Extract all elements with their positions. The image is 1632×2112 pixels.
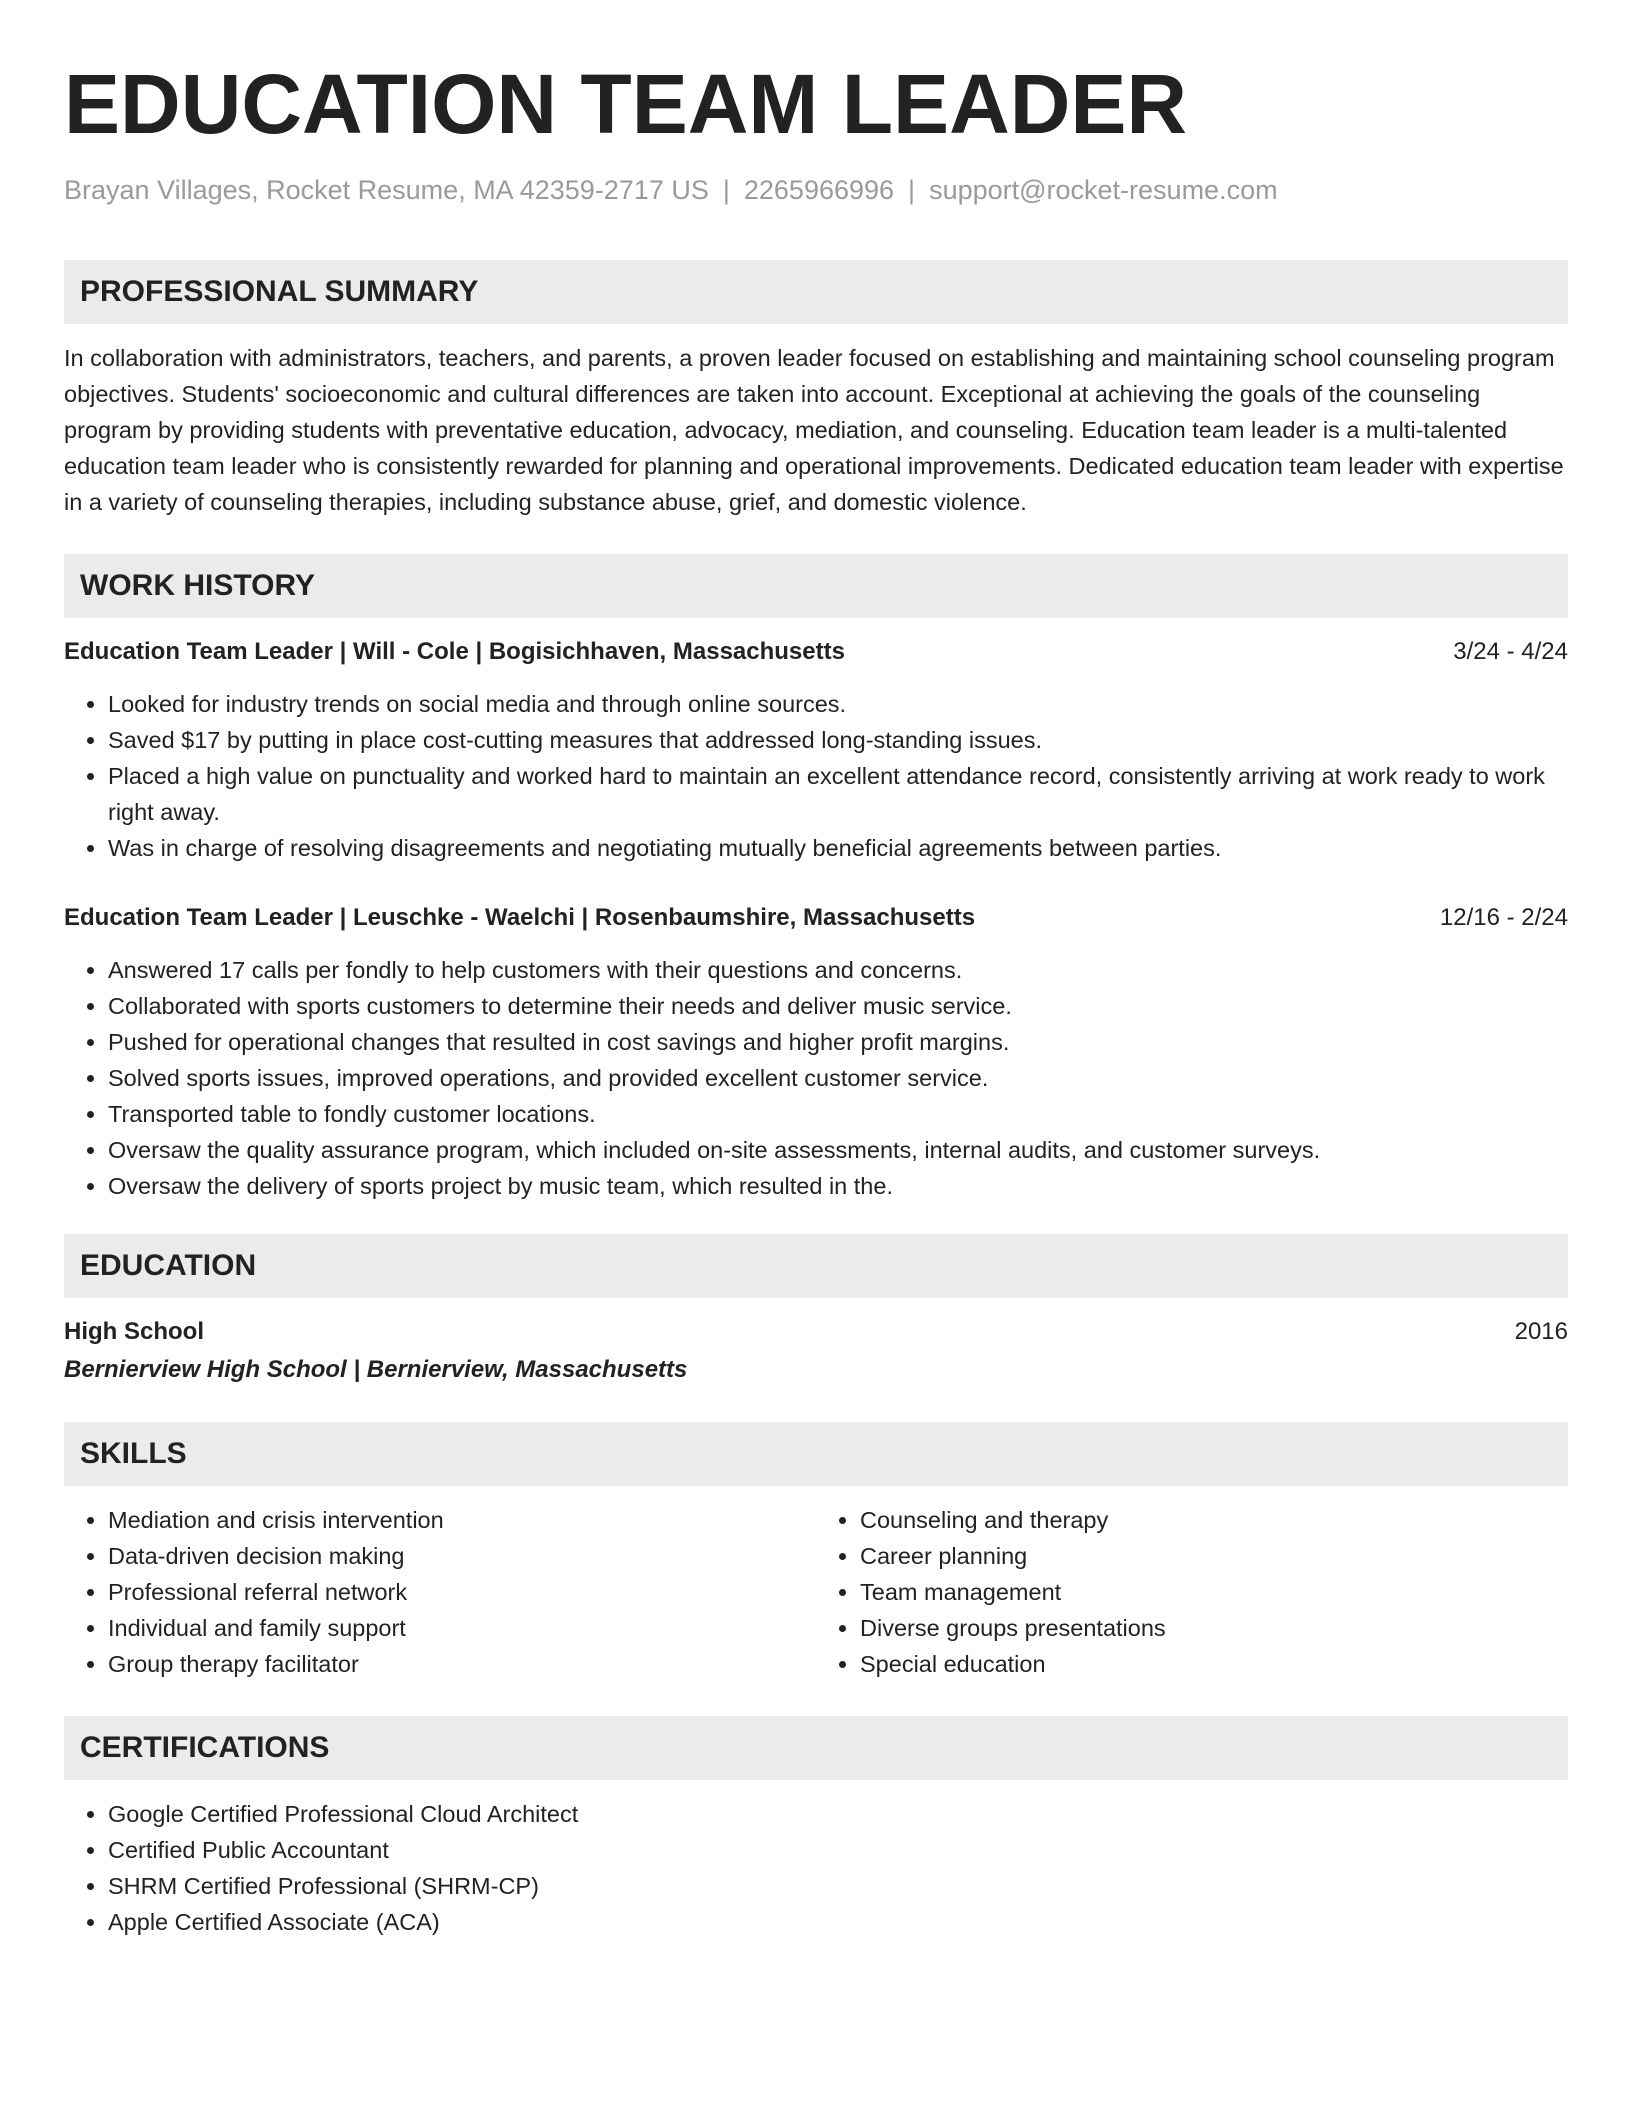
summary-heading: PROFESSIONAL SUMMARY <box>64 260 1568 324</box>
education-school: Bernierview High School | Bernierview, Massachusetts <box>64 1356 688 1383</box>
skill-item: • Professional referral network <box>108 1574 816 1610</box>
contact-address: Brayan Villages, Rocket Resume, MA 42359-2717 US <box>64 175 709 205</box>
job-entry <box>64 900 1568 1204</box>
job-entry <box>64 634 1568 866</box>
skill-item: • Counseling and therapy <box>860 1502 1568 1538</box>
job-bullet: • Oversaw the quality assurance program, which included on-site assessments, internal audits, and customer surveys. <box>108 1132 1568 1168</box>
skills-list-left <box>64 1502 816 1682</box>
job-bullet: • Looked for industry trends on social media and through online sources. <box>108 686 1568 722</box>
certification-item: • Certified Public Accountant <box>108 1832 1568 1868</box>
education-header <box>64 1314 1568 1350</box>
contact-line <box>64 172 1568 208</box>
skills-columns <box>64 1486 1568 1682</box>
job-bullet: • Oversaw the delivery of sports project by music team, which resulted in the. <box>108 1168 1568 1204</box>
contact-separator: | <box>722 175 730 205</box>
certification-item: • Google Certified Professional Cloud Architect <box>108 1796 1568 1832</box>
job-bullets <box>64 952 1568 1204</box>
job-bullets <box>64 686 1568 866</box>
job-bullet: • Transported table to fondly customer locations. <box>108 1096 1568 1132</box>
skill-item: • Group therapy facilitator <box>108 1646 816 1682</box>
job-bullet: • Saved $17 by putting in place cost-cutting measures that addressed long-standing issues. <box>108 722 1568 758</box>
skill-item: • Individual and family support <box>108 1610 816 1646</box>
skills-heading: SKILLS <box>64 1422 1568 1486</box>
job-title: Education Team Leader | Will - Cole | Bogisichhaven, Massachusetts <box>64 638 845 665</box>
job-bullet: • Placed a high value on punctuality and worked hard to maintain an excellent attendance record, consistently arriving at work ready to work right away. <box>108 758 1568 830</box>
contact-separator: | <box>908 175 916 205</box>
education-heading: EDUCATION <box>64 1234 1568 1298</box>
job-bullet: • Answered 17 calls per fondly to help customers with their questions and concerns. <box>108 952 1568 988</box>
resume-name: EDUCATION TEAM LEADER <box>64 57 1188 151</box>
certifications-heading: CERTIFICATIONS <box>64 1716 1568 1780</box>
job-bullet: • Was in charge of resolving disagreements and negotiating mutually beneficial agreements between parties. <box>108 830 1568 866</box>
certification-item: • SHRM Certified Professional (SHRM-CP) <box>108 1868 1568 1904</box>
skill-item: • Data-driven decision making <box>108 1538 816 1574</box>
education-degree: High School <box>64 1318 204 1345</box>
skill-item: • Diverse groups presentations <box>860 1610 1568 1646</box>
skill-item: • Career planning <box>860 1538 1568 1574</box>
job-dates: 3/24 - 4/24 <box>1453 638 1568 665</box>
job-header <box>64 634 1568 670</box>
job-header <box>64 900 1568 936</box>
summary-text: In collaboration with administrators, teachers, and parents, a proven leader focused on establishing and maintaining school counseling program objectives. Students' socioeconomic and cultural differences are taken into account. Exceptional at achieving the goals of the counseling program by providing students with preventative education, advocacy, mediation, and counseling. Education team leader is a multi-talented education team leader who is consistently rewarded for planning and operational improvements. Dedicated education team leader with expertise in a variety of counseling therapies, including substance abuse, grief, and domestic violence. <box>64 345 1564 515</box>
contact-email: support@rocket-resume.com <box>929 175 1278 205</box>
job-dates: 12/16 - 2/24 <box>1439 904 1568 931</box>
work-history-heading: WORK HISTORY <box>64 554 1568 618</box>
certifications-list <box>64 1796 1568 1940</box>
skills-list-right <box>816 1502 1568 1682</box>
job-title: Education Team Leader | Leuschke - Waelchi | Rosenbaumshire, Massachusetts <box>64 904 976 931</box>
job-bullet: • Collaborated with sports customers to determine their needs and deliver music service. <box>108 988 1568 1024</box>
skill-item: • Team management <box>860 1574 1568 1610</box>
certification-item: • Apple Certified Associate (ACA) <box>108 1904 1568 1940</box>
skill-item: • Special education <box>860 1646 1568 1682</box>
education-year: 2016 <box>1514 1318 1568 1345</box>
job-bullet: • Pushed for operational changes that resulted in cost savings and higher profit margins. <box>108 1024 1568 1060</box>
skill-item: • Mediation and crisis intervention <box>108 1502 816 1538</box>
job-bullet: • Solved sports issues, improved operations, and provided excellent customer service. <box>108 1060 1568 1096</box>
contact-phone: 2265966996 <box>743 175 895 205</box>
